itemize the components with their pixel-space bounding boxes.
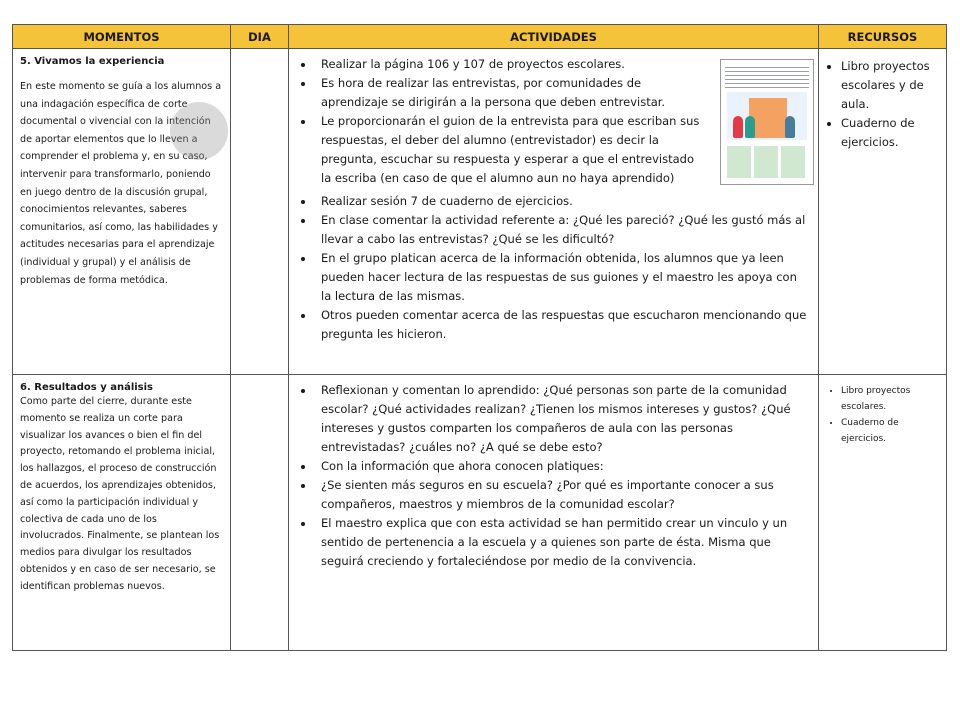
header-dia: DIA bbox=[231, 25, 289, 49]
momento-title: 6. Resultados y análisis bbox=[20, 382, 154, 393]
resources-list bbox=[825, 57, 940, 152]
worksheet-thumbnail-image bbox=[720, 59, 814, 185]
actividades-cell bbox=[289, 49, 819, 375]
header-recursos: RECURSOS bbox=[819, 25, 947, 49]
watermark-logo bbox=[170, 102, 228, 160]
list-item: • Cuaderno de ejercicios. bbox=[841, 114, 940, 152]
list-item: • ¿Se sienten más seguros en su escuela? ¿Por qué es importante conocer a sus compañeros, maestros y miembros de la comunidad escolar? bbox=[315, 476, 810, 514]
list-item: • En el grupo platican acerca de la información obtenida, los alumnos que ya leen pueden hacer lectura de las respuestas de sus guiones y el maestro les apoya con la lectura de las mismas. bbox=[315, 249, 810, 306]
recursos-cell bbox=[819, 375, 947, 651]
momento-description: Como parte del cierre, durante este momento se realiza un corte para visualizar los avances o bien el fin del proyecto, retomando el problema inicial, los hallazgos, el proceso de construcción de acuerdos, los aprendizajes obtenidos, así como la participación individual y colectiva de cada uno de los involucrados. Finalmente, se plantean los medios para divulgar los resultados obtenidos y en caso de ser necesario, se identifican problemas nuevos. bbox=[20, 396, 220, 592]
list-item: • Es hora de realizar las entrevistas, por comunidades de aprendizaje se dirigirán a la persona que deben entrevistar. bbox=[315, 74, 700, 112]
actividades-cell bbox=[289, 375, 819, 651]
child-figure-icon bbox=[745, 116, 755, 138]
activities-list-a bbox=[297, 55, 700, 188]
activities-list-a bbox=[297, 381, 810, 571]
momento-title: 5. Vivamos la experiencia bbox=[20, 56, 165, 67]
momento-cell bbox=[13, 375, 231, 651]
activities-list-b bbox=[297, 192, 810, 344]
child-figure-icon bbox=[785, 116, 795, 138]
list-item: • Con la información que ahora conocen platiques: bbox=[315, 457, 810, 476]
list-item: • En clase comentar la actividad referente a: ¿Qué les pareció? ¿Qué les gustó más al llevar a cabo las entrevistas? ¿Qué se les dificultó? bbox=[315, 211, 810, 249]
header-actividades: ACTIVIDADES bbox=[289, 25, 819, 49]
child-figure-icon bbox=[733, 116, 743, 138]
dia-cell bbox=[231, 49, 289, 375]
header-row bbox=[13, 25, 947, 49]
list-item: • Le proporcionarán el guion de la entrevista para que escriban sus respuestas, el deber del alumno (entrevistador) es decir la pregunta, escuchar su respuesta y esperar a que el entrevistado la escriba (en caso de que el alumno aun no haya aprendido) bbox=[315, 112, 700, 188]
list-item: • Realizar sesión 7 de cuaderno de ejercicios. bbox=[315, 192, 810, 211]
list-item: • Cuaderno de ejercicios. bbox=[841, 415, 940, 447]
momento-cell bbox=[13, 49, 231, 375]
list-item: • El maestro explica que con esta actividad se han permitido crear un vinculo y un sentido de pertenencia a la escuela y a quienes son parte de ésta. Misma que seguirá creciendo y fortaleciéndose por medio de la convivencia. bbox=[315, 514, 810, 571]
list-item: • Libro proyectos escolares y de aula. bbox=[841, 57, 940, 114]
list-item: • Otros pueden comentar acerca de las respuestas que escucharon mencionando que pregunta les hicieron. bbox=[315, 306, 810, 344]
header-momentos: MOMENTOS bbox=[13, 25, 231, 49]
table-row bbox=[13, 375, 947, 651]
school-illustration bbox=[727, 92, 807, 140]
momento-description: En este momento se guía a los alumnos a una indagación específica de corte documental o vivencial con la intención de aportar elementos que lo lleven a comprender el problema y, en su caso, intervenir para transformarlo, poniendo en juego dentro de la discusión grupal, conocimientos relevantes, saberes comunitarios, así como, las habilidades y actitudes necesarias para el aprendizaje (individual y grupal) y el análisis de problemas de forma metódica. bbox=[20, 81, 222, 286]
table-row bbox=[13, 49, 947, 375]
list-item: • Reflexionan y comentan lo aprendido: ¿Qué personas son parte de la comunidad escolar? ¿Qué actividades realizan? ¿Tienen los mismos intereses y gustos? ¿Qué intereses y gustos comparten los compañeros de aula con las personas entrevistadas? ¿cuáles no? ¿A qué se debe esto? bbox=[315, 381, 810, 457]
recursos-cell bbox=[819, 49, 947, 375]
list-item: • Libro proyectos escolares. bbox=[841, 383, 940, 415]
list-item: • Realizar la página 106 y 107 de proyectos escolares. bbox=[315, 55, 700, 74]
worksheet-header-lines bbox=[725, 64, 809, 88]
lesson-plan-table bbox=[12, 24, 947, 651]
resources-list bbox=[825, 383, 940, 447]
dia-cell bbox=[231, 375, 289, 651]
worksheet-answer-boxes bbox=[727, 146, 807, 178]
